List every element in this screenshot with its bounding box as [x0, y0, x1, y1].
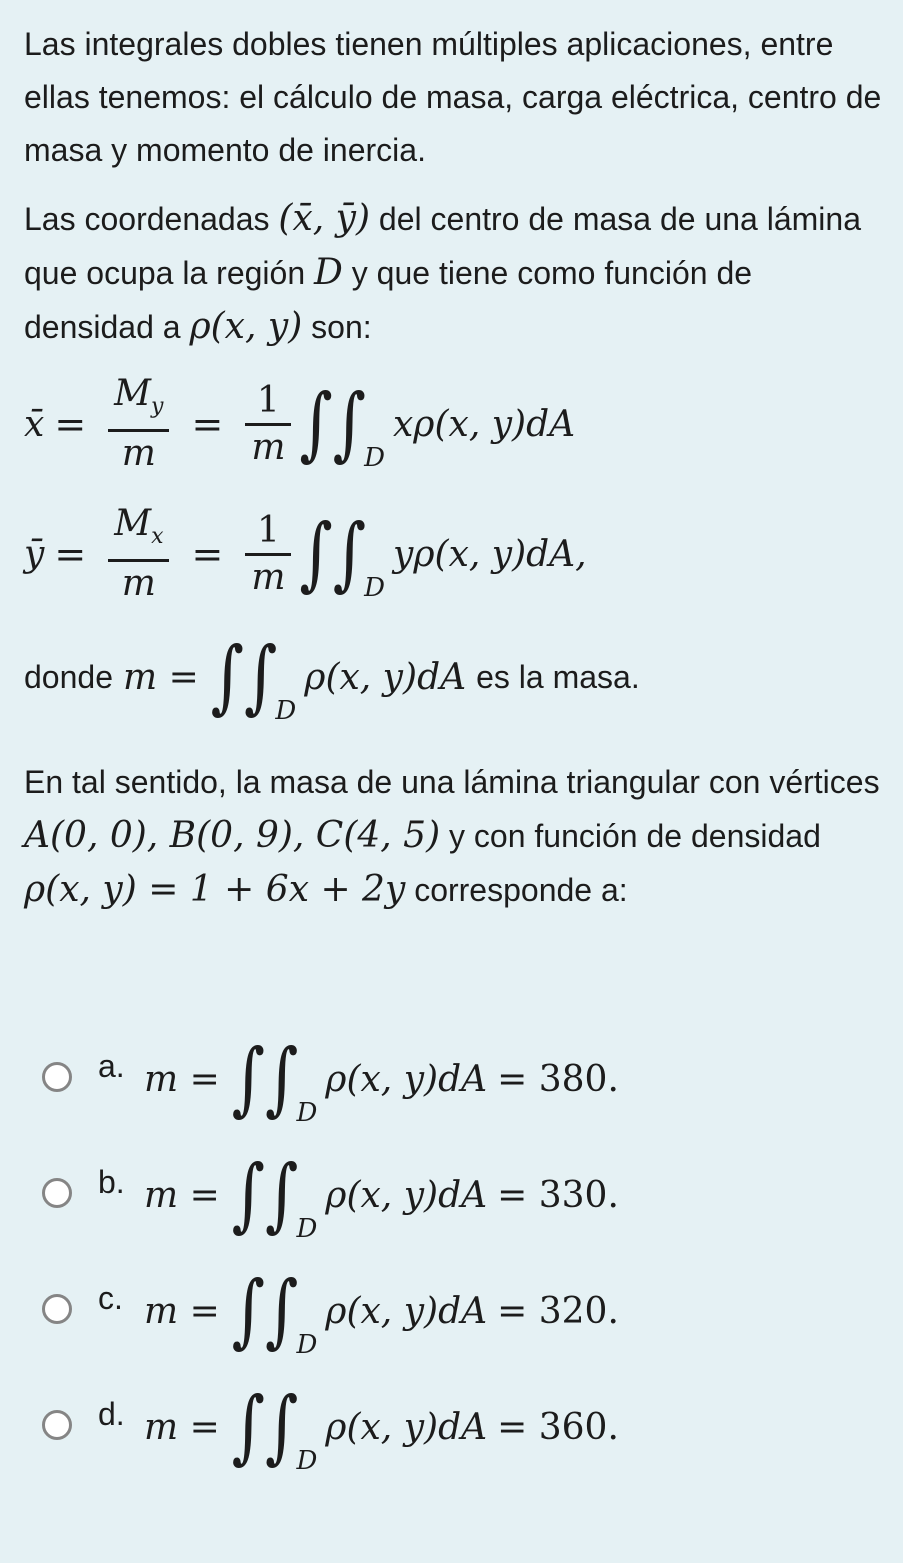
- mass-lhs: m =: [122, 656, 199, 698]
- option-letter: d.: [98, 1396, 125, 1432]
- coords-post: del centro de masa de una lámina que ocupa la región: [24, 201, 861, 291]
- integral-subscript: D: [364, 573, 386, 603]
- option-letter: b.: [98, 1164, 125, 1200]
- density-symbol: ρ(x, y): [189, 306, 303, 347]
- radio-button-a[interactable]: [42, 1062, 72, 1092]
- mx-over-m-fraction: $\frac{M_x}{m}$: [108, 502, 169, 606]
- mass-definition: [24, 630, 640, 726]
- radio-button-b[interactable]: [42, 1178, 72, 1208]
- question-text: [24, 756, 884, 917]
- xbar-symbol: x̄: [24, 403, 45, 445]
- option-c[interactable]: [42, 1264, 619, 1360]
- option-formula: m = ∫∫ D ρ(x, y)dA = 330.: [144, 1148, 619, 1244]
- coords-post2: y que tiene como función de densidad a: [24, 255, 753, 345]
- ybar-symbol: ȳ: [24, 533, 45, 575]
- integral-subscript: D: [364, 443, 385, 473]
- radio-button-d[interactable]: [42, 1410, 72, 1440]
- double-integral-symbol: ∫∫: [299, 377, 367, 471]
- double-integral-symbol: ∫∫: [210, 630, 278, 724]
- option-letter: c.: [98, 1280, 123, 1316]
- option-b[interactable]: [42, 1148, 619, 1244]
- option-d[interactable]: [42, 1380, 619, 1476]
- vertices-math: A(0, 0), B(0, 9), C(4, 5): [24, 815, 441, 856]
- one-over-m-fraction-y: $\frac{1}{m}$: [245, 509, 291, 600]
- xbar-integrand: xρ(x, y)dA: [393, 403, 576, 445]
- question-mid: y con función de densidad: [449, 818, 821, 854]
- option-letter: a.: [98, 1048, 125, 1084]
- option-formula: m = ∫∫ D ρ(x, y)dA = 320.: [144, 1264, 619, 1360]
- intro-text: Las integrales dobles tienen múltiples aplicaciones, entre ellas tenemos: el cálculo de masa, carga eléctrica, centro de masa y momento de inercia.: [24, 26, 882, 168]
- question-pre: En tal sentido, la masa de una lámina triangular con vértices: [24, 764, 880, 800]
- mass-integrand: ρ(x, y)dA: [304, 656, 467, 698]
- xbar-formula: x̄ = $\frac{M_y}{m}$ = $\frac{1}{m}$ ∫∫ D xρ(x, y)dA: [24, 373, 576, 474]
- mass-pre: donde: [24, 658, 113, 695]
- coords-math: (x̄, ȳ): [278, 198, 371, 239]
- double-integral-symbol: ∫∫: [299, 507, 367, 601]
- coords-end: son:: [311, 309, 372, 345]
- coords-pre: Las coordenadas: [24, 201, 270, 237]
- one-over-m-fraction: $\frac{1}{m}$: [245, 379, 291, 470]
- radio-button-c[interactable]: [42, 1294, 72, 1324]
- ybar-formula: ȳ = $\frac{M_x}{m}$ = $\frac{1}{m}$ ∫∫ D yρ(x, y)dA,: [24, 503, 587, 604]
- question-post: corresponde a:: [414, 872, 628, 908]
- region-symbol: D: [314, 252, 343, 293]
- density-function: ρ(x, y) = 1 + 6x + 2y: [24, 869, 406, 910]
- option-a[interactable]: [42, 1032, 619, 1128]
- ybar-integrand: yρ(x, y)dA,: [393, 533, 587, 575]
- integral-subscript: D: [275, 696, 297, 726]
- option-formula: m = ∫∫ D ρ(x, y)dA = 380.: [144, 1032, 619, 1128]
- option-formula: m = ∫∫ D ρ(x, y)dA = 360.: [144, 1380, 619, 1476]
- my-over-m-fraction: $\frac{M_y}{m}$: [108, 372, 169, 476]
- coords-paragraph: [24, 192, 884, 354]
- mass-post: es la masa.: [476, 658, 640, 695]
